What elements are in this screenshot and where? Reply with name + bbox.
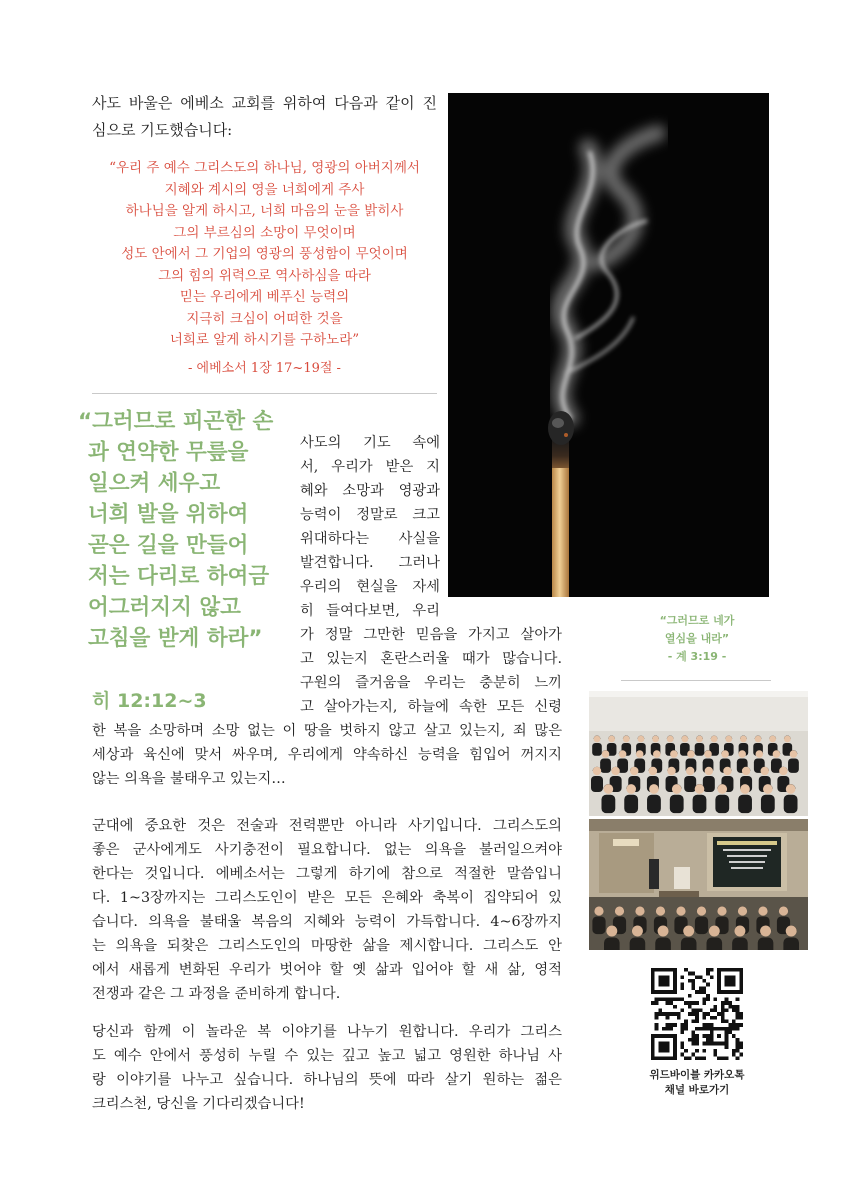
body-line: 서, 우리가 받은 지 [300, 459, 440, 475]
body-line: 위대하다는 사실을 [300, 531, 440, 547]
pull-quote-line: 곧은 길을 만들어 [88, 533, 249, 558]
body-line: 사도의 기도 속에 [300, 435, 440, 451]
body-paragraph-3 [92, 1020, 562, 1116]
body-line: 혜와 소망과 영광과 [300, 483, 440, 499]
intro-paragraph [92, 90, 437, 144]
qr-code-icon [651, 968, 743, 1060]
pull-quote-line: 과 연약한 무릎을 [88, 440, 249, 465]
body-line: 고 살아가는지, 하늘에 속한 모든 신령 [300, 699, 562, 715]
qr-caption[interactable] [622, 1068, 772, 1098]
pull-quote-line: 저는 다리로 하여금 [88, 564, 270, 589]
body-line: 에서 새롭게 변화된 우리가 벗어야 할 옛 삶과 입어야 할 새 삶, 영적 [92, 962, 562, 978]
prayer-line: 너희로 알게 하시기를 구하노라” [169, 332, 360, 348]
prayer-reference: - 에베소서 1장 17~19절 - [188, 361, 341, 376]
prayer-line: 그의 부르심의 소망이 무엇이며 [173, 224, 356, 241]
side-quote-line: “그러므로 네가 [659, 614, 735, 627]
body-line: 우리의 현실을 자세 [300, 579, 440, 595]
prayer-line: 그의 힘의 위력으로 역사하심을 따라 [158, 267, 371, 284]
body-wide-column [92, 719, 562, 791]
side-quote [622, 612, 772, 666]
body-line: 당신과 함께 이 놀라운 복 이야기를 나누기 원합니다. 우리가 그리스 [92, 1024, 562, 1040]
prayer-line: “우리 주 예수 그리스도의 하나님, 영광의 아버지께서 [109, 160, 420, 176]
pull-quote-line: 너희 발을 위하여 [88, 502, 249, 527]
prayer-line: 하나님을 알게 하시고, 너희 마음의 눈을 밝히사 [125, 203, 404, 219]
body-line: 발견합니다. 그러나 [300, 555, 440, 571]
divider [92, 393, 437, 394]
body-line: 구원의 즐거움을 우리는 충분히 느끼 [300, 675, 562, 691]
qr-caption-line: 채널 바로가기 [664, 1084, 730, 1096]
pull-quote-line: 일으켜 세우고 [88, 471, 221, 496]
kakao-channel-qr-code[interactable] [651, 968, 743, 1060]
body-paragraph-2 [92, 814, 562, 1006]
prayer-quote [92, 158, 437, 352]
group-photo [589, 691, 808, 816]
body-line: 랑 이야기를 나누고 싶습니다. 하나님의 뜻에 따라 살기 원하는 젊은 [92, 1072, 562, 1088]
body-line: 도 예수 안에서 풍성히 누릴 수 있는 깊고 높고 넓고 영원한 하나님 사 [92, 1048, 562, 1064]
pull-quote-reference: 히 12:12~3 [92, 690, 207, 712]
intro-line: 심으로 기도했습니다: [92, 121, 233, 139]
prayer-line: 지극히 크심이 어떠한 것을 [186, 310, 343, 327]
divider [621, 680, 771, 681]
body-line: 능력이 정말로 크고 [300, 507, 440, 523]
pull-quote [78, 406, 293, 654]
group-photo-illustration [589, 691, 808, 816]
pull-quote-line: 고침을 받게 하라” [88, 626, 263, 651]
body-line: 세상과 육신에 맞서 싸우며, 우리에게 약속하신 능력을 힘입어 꺼지지 [92, 747, 562, 763]
body-narrow-column [300, 431, 440, 623]
prayer-line: 성도 안에서 그 기업의 영광의 풍성함이 무엇이며 [121, 246, 408, 262]
intro-line: 사도 바울은 에베소 교회를 위하여 다음과 같이 진 [92, 94, 437, 112]
qr-caption-line: 위드바이블 카카오톡 [649, 1069, 745, 1081]
match-smoke-illustration [448, 93, 769, 597]
conference-photo [589, 819, 808, 950]
body-mid-column [300, 623, 562, 719]
pull-quote-line: “그러므로 피곤한 손 [78, 409, 274, 434]
side-quote-reference: - 계 3:19 - [667, 650, 727, 663]
body-line: 다. 1~3장까지는 그리스도인이 받은 모든 은혜와 축복이 집약되어 있 [92, 890, 562, 906]
body-line: 한 복을 소망하며 소망 없는 이 땅을 벗하지 않고 살고 있는지, 죄 많은 [92, 723, 562, 739]
prayer-line: 지혜와 계시의 영을 너희에게 주사 [164, 181, 365, 198]
conference-photo-illustration [589, 819, 808, 950]
body-line: 않는 의욕을 불태우고 있는지… [92, 771, 286, 787]
body-line: 군대에 중요한 것은 전술과 전력뿐만 아니라 사기입니다. 그리스도의 [92, 818, 562, 834]
body-line: 한다는 것입니다. 에베소서는 그렇게 하기에 참으로 적절한 말씀입니 [92, 866, 562, 882]
prayer-line: 믿는 우리에게 베푸신 능력의 [179, 289, 350, 305]
body-line: 히 들여다보면, 우리 [300, 603, 440, 619]
body-line: 전쟁과 같은 그 과정을 준비하게 합니다. [92, 986, 341, 1002]
body-line: 습니다. 의욕을 불태울 복음의 지혜와 능력이 가득합니다. 4~6장까지 [92, 914, 562, 930]
burnt-match-photo [448, 93, 769, 597]
body-line: 크리스천, 당신을 기다리겠습니다! [92, 1096, 305, 1112]
pull-quote-line: 어그러지지 않고 [88, 595, 241, 620]
body-line: 고 있는지 혼란스러울 때가 많습니다. [300, 651, 562, 667]
body-line: 좋은 군사에게도 사기충전이 필요합니다. 없는 의욕을 불러일으켜야 [92, 842, 562, 858]
side-quote-line: 열심을 내라” [664, 632, 730, 645]
body-line: 가 정말 그만한 믿음을 가지고 살아가 [300, 627, 562, 643]
body-line: 는 의욕을 되찾은 그리스도인의 마땅한 삶을 제시합니다. 그리스도 안 [92, 938, 562, 954]
